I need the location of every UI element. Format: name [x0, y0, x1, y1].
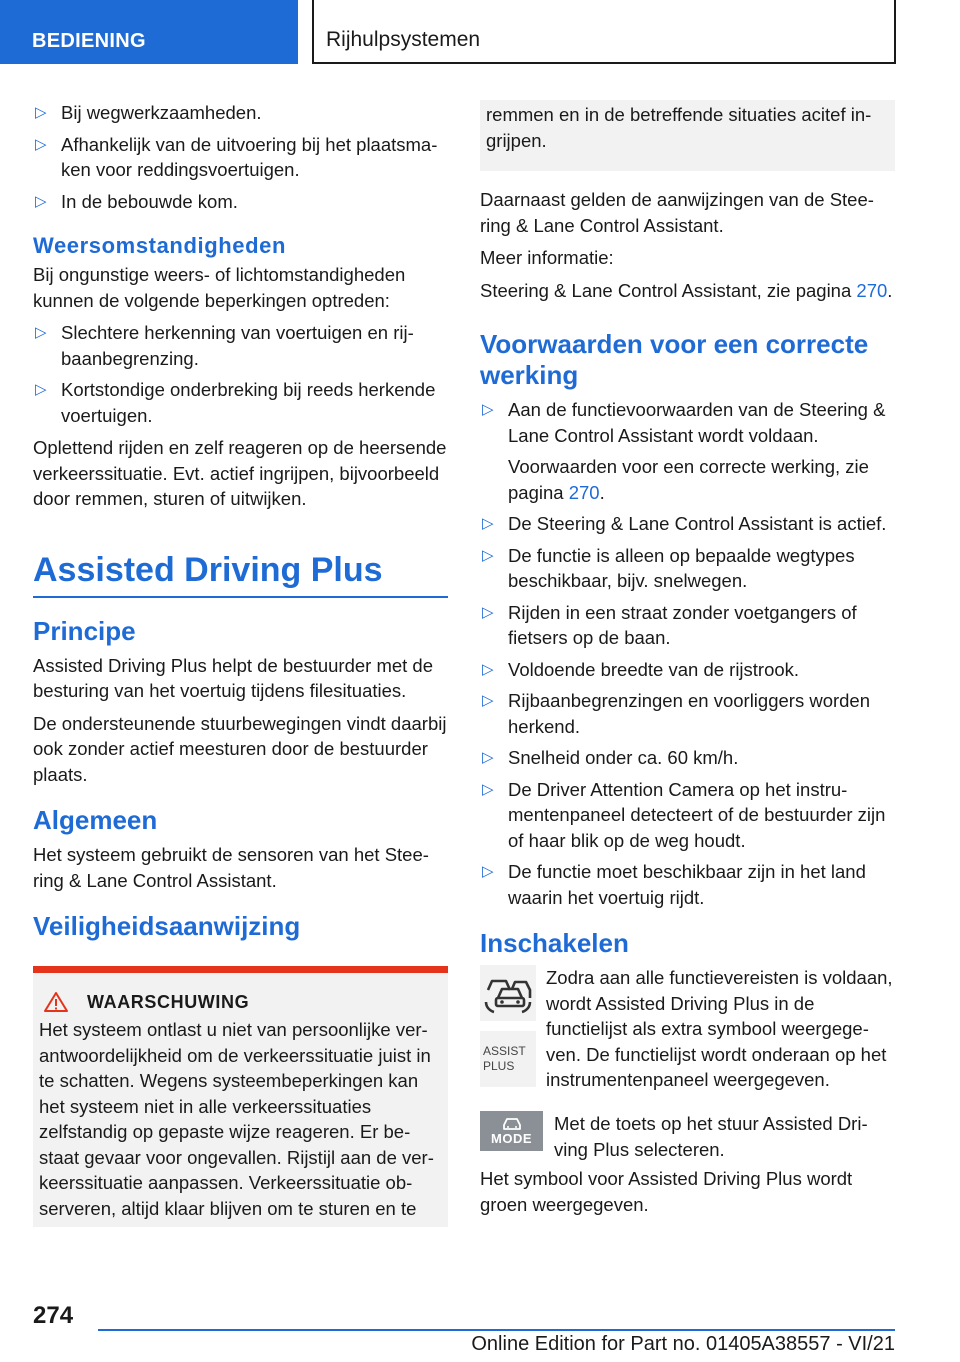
warning-box-continued	[480, 100, 895, 171]
more-info-reference: Steering & Lane Control Assistant, zie pagina 270.	[480, 279, 893, 301]
conditions-heading: Voorwaarden voor een correcte werking	[480, 329, 869, 390]
triangle-bullet-icon: ▷	[482, 401, 494, 418]
triangle-bullet-icon: ▷	[482, 863, 494, 880]
list-item: ▷ Bij wegwerkzaamheden.	[33, 100, 448, 126]
left-column	[33, 100, 448, 1227]
list-item: ▷ Rijden in een straat zonder voetgangers of fietsers op de baan.	[482, 601, 857, 648]
general-paragraph: Het systeem gebruikt de sensoren van het Steering & Lane Control Assistant.	[33, 844, 429, 891]
list-item: ▷ Voldoende breedte van de rijstrook.	[480, 657, 895, 683]
warning-label: WAARSCHUWING	[87, 991, 250, 1012]
symbol-green-paragraph: Het symbool voor Assisted Driving Plus wordt groen weergegeven.	[480, 1168, 853, 1215]
triangle-bullet-icon: ▷	[35, 104, 47, 121]
cars-steering-icon	[482, 972, 534, 1014]
weather-bullet-list	[33, 320, 448, 428]
main-heading: Assisted Driving Plus	[33, 548, 448, 598]
weather-intro: Bij ongunstige weers- of lichtomstandigheden kunnen de volgende beperkingen optreden:	[33, 264, 406, 311]
list-item: ▷ Rijbaanbegrenzingen en voorliggers worden herkend.	[482, 690, 871, 737]
triangle-bullet-icon: ▷	[35, 135, 47, 153]
list-item: ▷ De Steering & Lane Control Assistant is actief.	[480, 511, 895, 537]
mode-paragraph: Met de toets op het stuur Assisted Driving Plus selecteren.	[554, 1113, 868, 1160]
triangle-bullet-icon: ▷	[482, 603, 494, 621]
safety-heading: Veiligheidsaanwijzing	[33, 911, 301, 941]
triangle-bullet-icon: ▷	[482, 660, 494, 678]
right-column	[480, 100, 895, 1224]
footer-divider	[98, 1329, 895, 1331]
list-item: ▷ Afhankelijk van de uitvoering bij het plaatsmaken voor reddingsvoertuigen.	[35, 133, 438, 180]
more-info-label: Meer informatie:	[480, 247, 614, 268]
assist-icons-row	[480, 965, 895, 1097]
triangle-bullet-icon: ▷	[35, 381, 47, 398]
weather-outro: Oplettend rijden en zelf reageren op de heersende verkeerssituatie. Evt. actief ingrijpen, bijvoorbeeld door remmen, sturen of uitwijken.	[33, 437, 447, 509]
bullet-list-top	[33, 100, 448, 214]
list-item: ▷ In de bebouwde kom.	[33, 189, 448, 215]
warning-text-continued: remmen en in de betreffende situaties acitef ingrijpen.	[486, 104, 872, 151]
principle-paragraph-1: Assisted Driving Plus helpt de bestuurder met de besturing van het voertuig tijdens filesituaties.	[33, 654, 434, 701]
traffic-jam-cars-icon	[480, 965, 536, 1021]
warning-text: Het systeem ontlast u niet van persoonlijke verantwoordelijkheid om de verkeerssituatie juist in te schatten. Wegens systeembeperkingen kan het systeem niet in alle verkeerssituaties zelfstandig op gepaste wijze reageren. Er bestaat gevaar voor ongevallen. Rijstijl aan de verkeerssituatie aanpassen. Verkeerssituatie observeren, altijd klaar blijven om te sturen en te	[39, 1019, 434, 1219]
list-item: ▷ Kortstondige onderbreking bij reeds herkende voertuigen.	[35, 379, 436, 426]
warning-triangle-icon	[43, 991, 69, 1013]
car-icon	[501, 1117, 523, 1131]
footer-edition: Online Edition for Part no. 01405A38557 - VI/21	[471, 1333, 895, 1355]
assist-plus-icon	[480, 1031, 536, 1087]
conditions-list	[480, 397, 895, 910]
chapter-title: Rijhulpsystemen	[326, 28, 481, 51]
assist-plus-label: ASSIST PLUS	[483, 1044, 526, 1073]
triangle-bullet-icon: ▷	[482, 749, 494, 766]
switch-on-paragraph: Zodra aan alle functievereisten is voldaan, wordt Assisted Driving Plus in de functielijst als extra symbool weergegeven. De functielijst wordt onderaan op het instrumentenpaneel weergegeven.	[546, 967, 893, 1090]
warning-header	[39, 991, 442, 1013]
triangle-bullet-icon: ▷	[35, 324, 47, 341]
list-item: ▷ Aan de functievoorwaarden van de Steering & Lane Control Assistant wordt voldaan. Voorwaarden voor een correcte werking, zie pagina 270.	[480, 397, 895, 505]
section-title: BEDIENING	[32, 30, 146, 52]
principle-heading: Principe	[33, 615, 136, 646]
triangle-bullet-icon: ▷	[35, 192, 47, 210]
chapter-header	[312, 0, 896, 64]
warning-box	[33, 966, 448, 1227]
principle-paragraph-2: De ondersteunende stuurbewegingen vindt daarbij ook zonder actief meesturen door de bestuurder plaats.	[33, 712, 447, 785]
list-item: ▷ De functie moet beschikbaar zijn in het land waarin het voertuig rijdt.	[482, 861, 866, 908]
mode-button-icon	[480, 1111, 543, 1151]
icon-column	[480, 1111, 554, 1162]
general-heading: Algemeen	[33, 805, 158, 835]
mode-button-row	[480, 1111, 895, 1162]
switch-on-heading: Inschakelen	[480, 928, 629, 958]
page-link[interactable]: 270	[568, 481, 600, 503]
mode-label: MODE	[491, 1130, 532, 1146]
triangle-bullet-icon: ▷	[482, 546, 494, 564]
page-link[interactable]: 270	[856, 279, 888, 301]
list-item: ▷ De functie is alleen op bepaalde wegtypes beschikbaar, bijv. snelwegen.	[482, 544, 855, 591]
section-tab	[0, 0, 298, 64]
weather-heading: Weersomstandigheden	[33, 233, 287, 258]
icon-column	[480, 965, 546, 1097]
lane-control-note: Daarnaast gelden de aanwijzingen van de Steering & Lane Control Assistant.	[480, 189, 874, 236]
conditions-sub-reference: Voorwaarden voor een correcte werking, zie pagina 270.	[508, 456, 869, 503]
triangle-bullet-icon: ▷	[482, 692, 494, 709]
list-item: ▷ Slechtere herkenning van voertuigen en rijbaanbegrenzing.	[35, 322, 414, 369]
list-item: ▷ De Driver Attention Camera op het instrumentenpaneel detecteert of de bestuurder zijn of haar blik op de weg houdt.	[482, 778, 886, 851]
list-item: ▷ Snelheid onder ca. 60 km/h.	[480, 745, 895, 771]
triangle-bullet-icon: ▷	[482, 780, 494, 798]
page-number: 274	[33, 1302, 74, 1329]
triangle-bullet-icon: ▷	[482, 515, 494, 532]
